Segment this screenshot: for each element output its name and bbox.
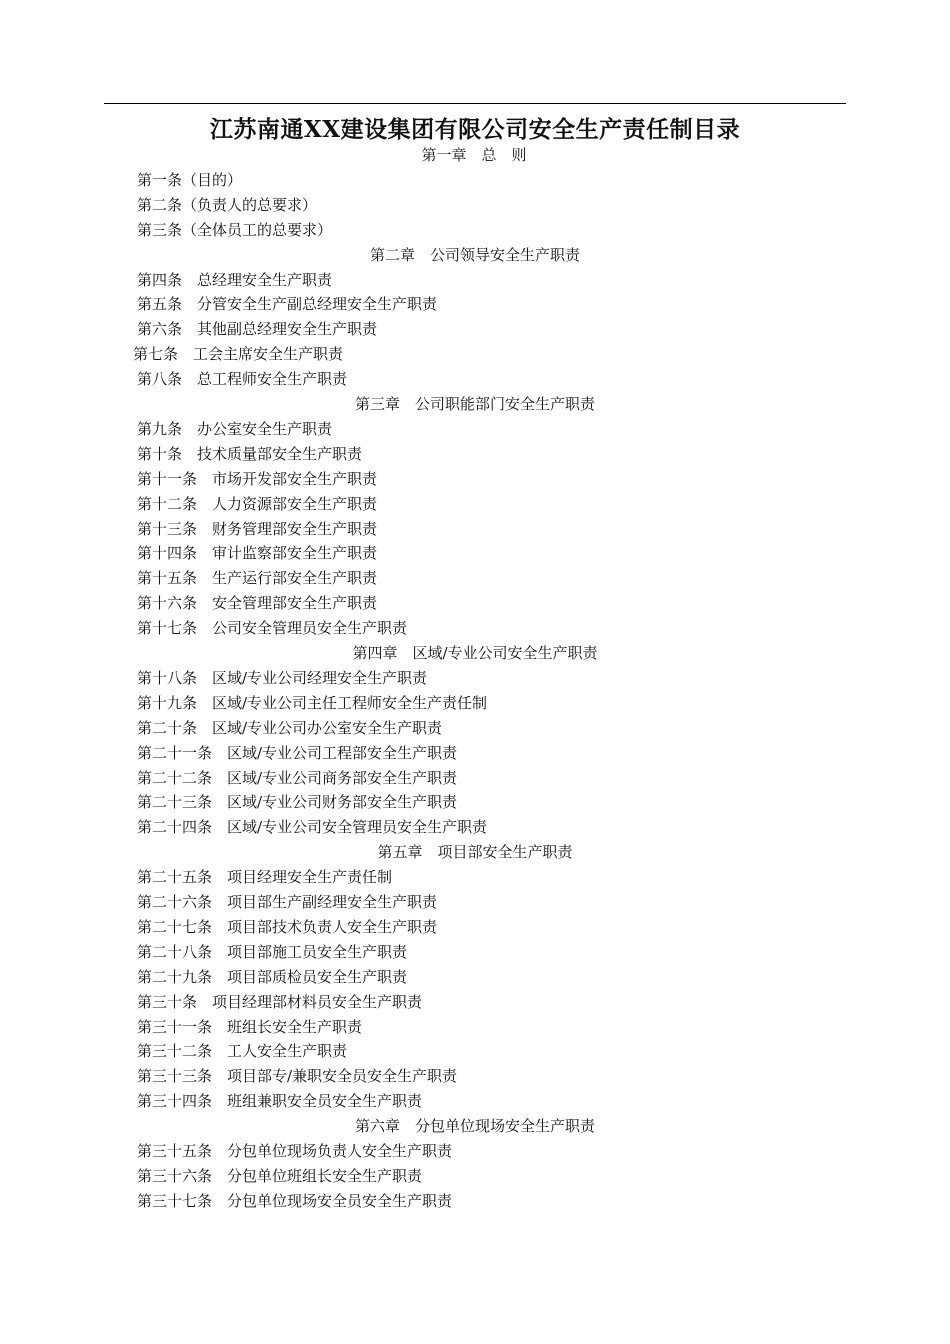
chapter-heading: 第六章 分包单位现场安全生产职责 xyxy=(354,1117,595,1136)
toc-entry: 第二十九条 项目部质检员安全生产职责 xyxy=(137,967,408,986)
toc-entry: 第三十六条 分包单位班组长安全生产职责 xyxy=(137,1166,423,1185)
chapter-heading: 第五章 项目部安全生产职责 xyxy=(377,843,573,862)
chapter-heading: 第一章 总 则 xyxy=(421,146,527,164)
toc-entry: 第二十三条 区域/专业公司财务部安全生产职责 xyxy=(137,793,458,812)
toc-entry: 第三十四条 班组兼职安全员安全生产职责 xyxy=(137,1092,423,1111)
toc-entry: 第八条 总工程师安全生产职责 xyxy=(137,370,348,389)
toc-entry: 第五条 分管安全生产副总经理安全生产职责 xyxy=(137,295,438,314)
toc-entry: 第十六条 安全管理部安全生产职责 xyxy=(137,594,378,613)
header-rule xyxy=(104,103,846,104)
toc-entry: 第十三条 财务管理部安全生产职责 xyxy=(137,519,378,538)
toc-entry: 第二十条 区域/专业公司办公室安全生产职责 xyxy=(137,718,443,737)
toc-entry: 第十四条 审计监察部安全生产职责 xyxy=(137,544,378,563)
toc-entry: 第三十一条 班组长安全生产职责 xyxy=(137,1017,363,1036)
toc-entry: 第二十二条 区域/专业公司商务部安全生产职责 xyxy=(137,768,458,787)
toc-entry: 第十八条 区域/专业公司经理安全生产职责 xyxy=(137,668,428,687)
toc-entry: 第二十七条 项目部技术负责人安全生产职责 xyxy=(137,917,438,936)
toc-entry: 第二十一条 区域/专业公司工程部安全生产职责 xyxy=(137,743,458,762)
toc-entry: 第二十六条 项目部生产副经理安全生产职责 xyxy=(137,893,438,911)
toc-entry: 第二十五条 项目经理安全生产责任制 xyxy=(137,868,393,887)
toc-entry: 第二十四条 区域/专业公司安全管理员安全生产职责 xyxy=(137,818,488,837)
toc-entry: 第二十八条 项目部施工员安全生产职责 xyxy=(137,942,408,961)
toc-entry: 第十二条 人力资源部安全生产职责 xyxy=(137,494,378,513)
toc-entry: 第十条 技术质量部安全生产职责 xyxy=(137,444,363,463)
toc-entry: 第三十三条 项目部专/兼职安全员安全生产职责 xyxy=(137,1067,458,1086)
chapter-heading: 第二章 公司领导安全生产职责 xyxy=(369,245,580,264)
toc-entry: 第十一条 市场开发部安全生产职责 xyxy=(137,469,378,488)
toc-entry: 第三十条 项目经理部材料员安全生产职责 xyxy=(137,992,423,1011)
toc-entry: 第七条 工会主席安全生产职责 xyxy=(133,345,344,364)
toc-entry: 第三十五条 分包单位现场负责人安全生产职责 xyxy=(137,1142,453,1160)
toc-entry: 第十九条 区域/专业公司主任工程师安全生产责任制 xyxy=(137,693,488,712)
chapter-heading: 第三章 公司职能部门安全生产职责 xyxy=(354,395,595,413)
toc-entry: 第二条（负责人的总要求） xyxy=(137,195,318,214)
toc-entry: 第三十七条 分包单位现场安全员安全生产职责 xyxy=(137,1191,453,1210)
chapter-heading: 第四章 区域/专业公司安全生产职责 xyxy=(352,644,598,662)
toc-entry: 第九条 办公室安全生产职责 xyxy=(137,419,333,438)
toc-entry: 第十五条 生产运行部安全生产职责 xyxy=(137,569,378,588)
toc-entry: 第三条（全体员工的总要求） xyxy=(137,220,333,239)
toc-entry: 第十七条 公司安全管理员安全生产职责 xyxy=(137,619,408,638)
toc-entry: 第三十二条 工人安全生产职责 xyxy=(137,1042,348,1061)
toc-entry: 第一条（目的） xyxy=(137,170,243,189)
toc-entry: 第四条 总经理安全生产职责 xyxy=(137,270,333,289)
toc-entry: 第六条 其他副总经理安全生产职责 xyxy=(137,320,378,339)
document-title: 江苏南通XX建设集团有限公司安全生产责任制目录 xyxy=(209,116,741,143)
